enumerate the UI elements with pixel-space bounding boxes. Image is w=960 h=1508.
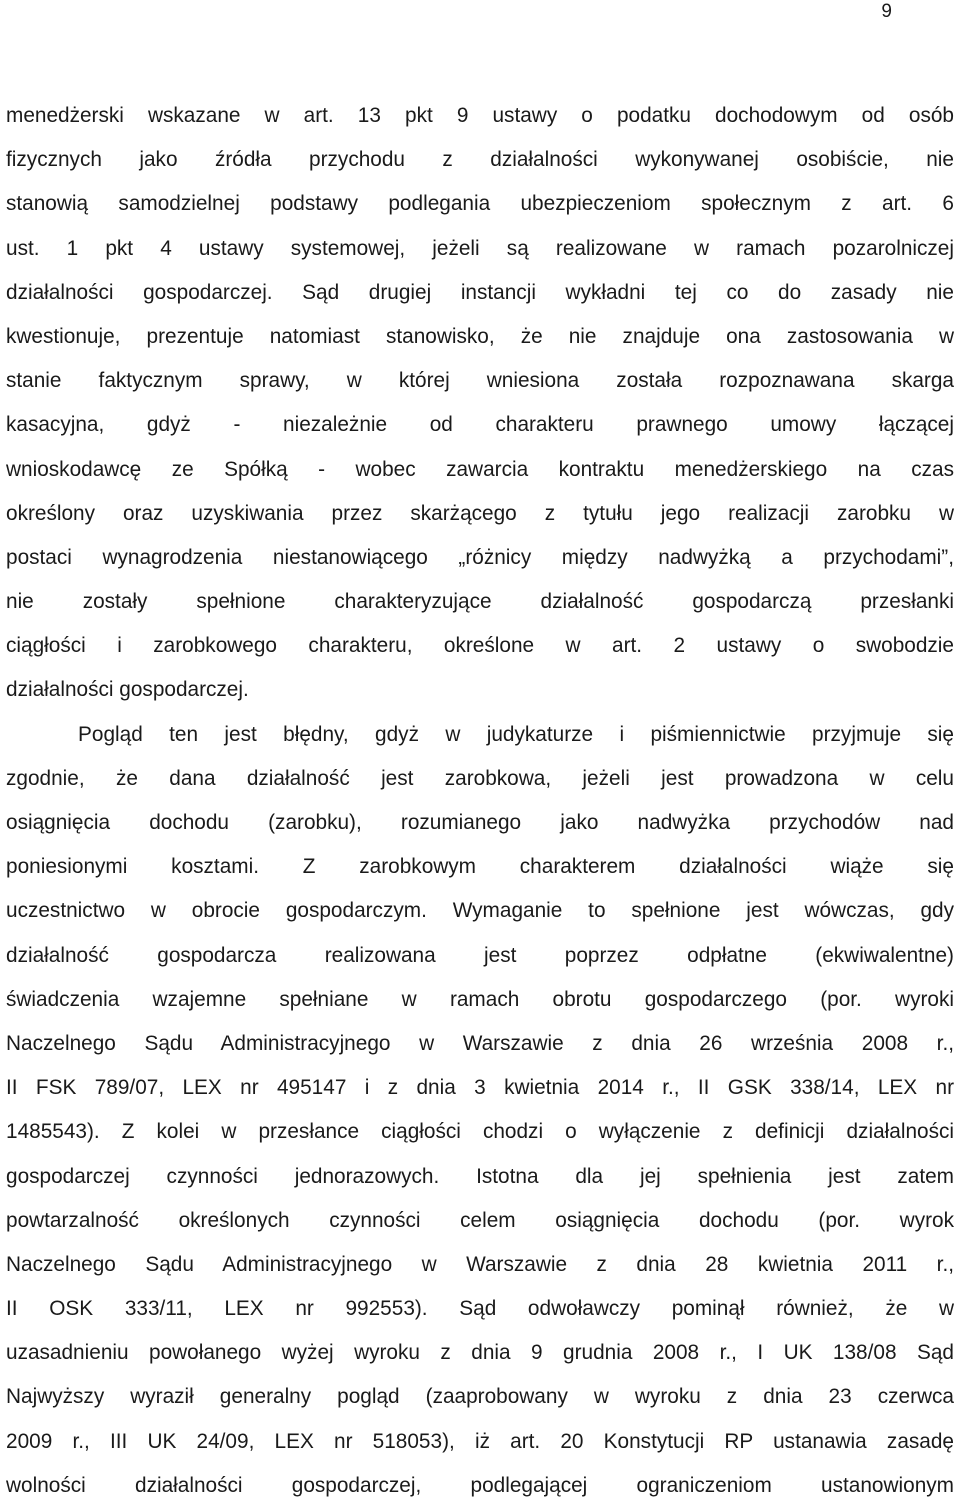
text-line: kasacyjna, gdyż - niezależnie od charakteru prawnego umowy łączącej [6,413,954,437]
text-line: ciągłości i zarobkowego charakteru, określone w art. 2 ustawy o swobodzie [6,634,954,658]
text-line: Naczelnego Sądu Administracyjnego w Warszawie z dnia 28 kwietnia 2011 r., [6,1252,954,1276]
text-line: powtarzalność określonych czynności celem osiągnięcia dochodu (por. wyrok [6,1208,954,1232]
text-line: działalność gospodarcza realizowana jest poprzez odpłatne (ekwiwalentne) [6,943,954,967]
text-line: postaci wynagrodzenia niestanowiącego „różnicy między nadwyżką a przychodami”, [6,545,954,569]
text-line: 2009 r., III UK 24/09, LEX nr 518053), iż art. 20 Konstytucji RP ustanawia zasadę [6,1429,954,1453]
text-line: uzasadnieniu powołanego wyżej wyroku z dnia 9 grudnia 2008 r., I UK 138/08 Sąd [6,1341,954,1365]
text-line: zgodnie, że dana działalność jest zarobkowa, jeżeli jest prowadzona w celu [6,766,954,790]
text-line: działalności gospodarczej. Sąd drugiej instancji wykładni tej co do zasady nie [6,280,954,304]
text-line: wnioskodawcę ze Spółką - wobec zawarcia kontraktu menedżerskiego na czas [6,457,954,481]
text-line: świadczenia wzajemne spełniane w ramach obrotu gospodarczego (por. wyroki [6,987,954,1011]
text-line: wolności działalności gospodarczej, podlegającej ograniczeniom ustanowionym [6,1473,954,1497]
text-line: gospodarczej czynności jednorazowych. Istotna dla jej spełnienia jest zatem [6,1164,954,1188]
text-line: stanowią samodzielnej podstawy podlegania ubezpieczeniom społecznym z art. 6 [6,192,954,216]
text-line: 1485543). Z kolei w przesłance ciągłości chodzi o wyłączenie z definicji działalności [6,1120,954,1144]
text-line: fizycznych jako źródła przychodu z działalności wykonywanej osobiście, nie [6,148,954,172]
text-line: działalności gospodarczej. [6,678,249,702]
text-line: Pogląd ten jest błędny, gdyż w judykaturze i piśmiennictwie przyjmuje się [78,722,954,746]
text-line: Naczelnego Sądu Administracyjnego w Warszawie z dnia 26 września 2008 r., [6,1031,954,1055]
text-line: stanie faktycznym sprawy, w której wniesiona została rozpoznawana skarga [6,369,954,393]
text-line: II FSK 789/07, LEX nr 495147 i z dnia 3 kwietnia 2014 r., II GSK 338/14, LEX nr [6,1076,954,1100]
text-line: menedżerski wskazane w art. 13 pkt 9 ustawy o podatku dochodowym od osób [6,104,954,127]
text-line: uczestnictwo w obrocie gospodarczym. Wymaganie to spełnione jest wówczas, gdy [6,899,954,923]
text-line: nie zostały spełnione charakteryzujące działalność gospodarczą przesłanki [6,590,954,614]
document-body [6,94,954,1508]
text-line: II OSK 333/11, LEX nr 992553). Sąd odwoławczy pominął również, że w [6,1297,954,1321]
page-number: 9 [881,1,892,22]
text-line: ust. 1 pkt 4 ustawy systemowej, jeżeli są realizowane w ramach pozarolniczej [6,236,954,260]
text-line: kwestionuje, prezentuje natomiast stanowisko, że nie znajduje ona zastosowania w [6,324,954,348]
text-line: określony oraz uzyskiwania przez skarżącego z tytułu jego realizacji zarobku w [6,501,954,525]
text-line: poniesionymi kosztami. Z zarobkowym charakterem działalności wiąże się [6,855,954,879]
text-line: osiągnięcia dochodu (zarobku), rozumianego jako nadwyżka przychodów nad [6,811,954,834]
text-line: Najwyższy wyraził generalny pogląd (zaaprobowany w wyroku z dnia 23 czerwca [6,1385,954,1409]
